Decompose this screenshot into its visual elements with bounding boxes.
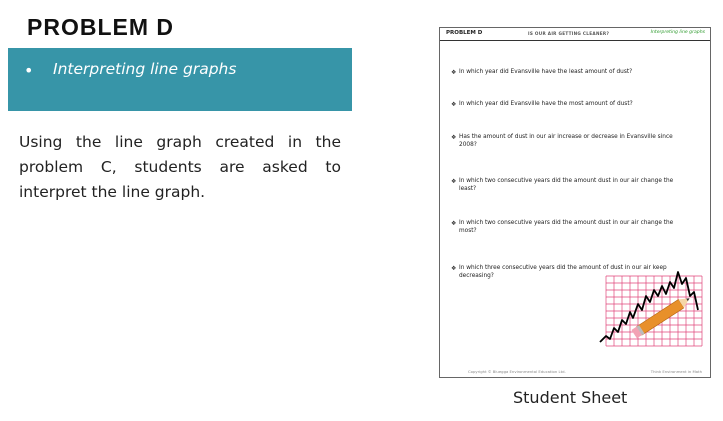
problem-description: Using the line graph created in the problem C, students are asked to interpret the line graph. [19, 133, 341, 201]
question-item [451, 101, 679, 109]
sheet-footer-brand: Think Environment in Math [650, 369, 702, 374]
diamond-bullet-icon: ❖ [451, 69, 457, 76]
question-text: In which two consecutive years did the amount dust in our air change the least? [459, 178, 674, 192]
sheet-header-topic: Interpreting line graphs [650, 30, 705, 35]
line-graph-pencil-illustration [598, 266, 706, 371]
sheet-header-question: IS OUR AIR GETTING CLEANER? [528, 31, 610, 36]
question-item [451, 220, 679, 235]
student-sheet-thumbnail [439, 27, 711, 378]
diamond-bullet-icon: ❖ [451, 134, 457, 141]
topic-label: Interpreting line graphs [53, 60, 237, 78]
question-text: Has the amount of dust in our air increase or decrease in Evansville since 2008? [459, 134, 673, 148]
sheet-header [440, 28, 710, 41]
sheet-header-problem: PROBLEM D [446, 30, 483, 36]
topic-banner [8, 48, 352, 111]
sheet-copyright: Copyright © Bluegga Environmental Education Ltd. [468, 369, 566, 374]
diamond-bullet-icon: ❖ [451, 220, 457, 227]
question-item [451, 178, 679, 193]
diamond-bullet-icon: ❖ [451, 178, 457, 185]
question-item [451, 69, 679, 77]
question-text: In which three consecutive years did the amount of dust in our air keep decreasing? [459, 265, 667, 279]
question-text: In which year did Evansville have the most amount of dust? [459, 101, 633, 107]
diamond-bullet-icon: ❖ [451, 101, 457, 108]
question-item [451, 134, 679, 149]
sheet-caption: Student Sheet [513, 388, 628, 407]
question-text: In which year did Evansville have the least amount of dust? [459, 69, 633, 75]
diamond-bullet-icon: ❖ [451, 265, 457, 272]
bullet-icon: • [24, 61, 34, 80]
question-text: In which two consecutive years did the amount dust in our air change the most? [459, 220, 674, 234]
page-title: PROBLEM D [27, 14, 174, 40]
